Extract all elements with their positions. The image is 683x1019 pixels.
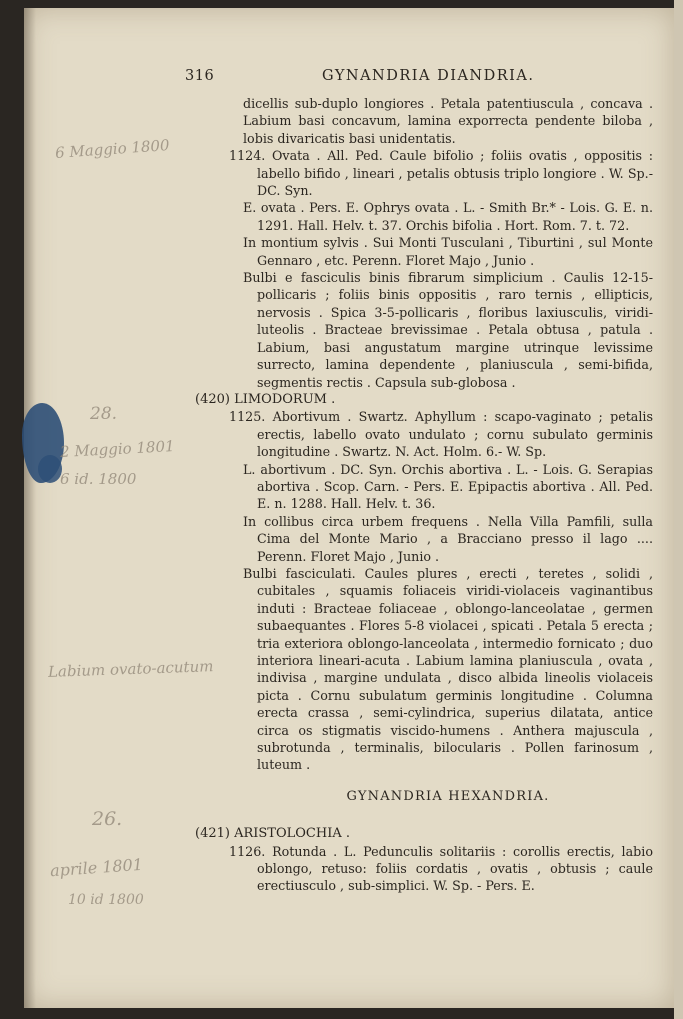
main-text: [195, 95, 653, 895]
genus-heading-aristolochia: (421) ARISTOLOCHIA .: [195, 826, 350, 842]
paragraph-continuation: dicellis sub-duplo longiores . Petala patentiuscula , concava . Labium basi concavum, lamina exporrecta pendente biloba , lobis divaricatis basi unidentatis.: [243, 96, 653, 146]
adjacent-page-edge: [674, 0, 683, 1019]
page-number: 316: [185, 68, 215, 84]
ink-blot-drip: [38, 455, 62, 483]
habitat-1124: In montium sylvis . Sui Monti Tusculani , Tiburtini , sul Monte Gennaro , etc. Perenn. Floret Majo , Junio .: [243, 235, 653, 268]
section-heading: GYNANDRIA HEXANDRIA.: [346, 788, 550, 804]
handwritten-note: Labium ovato-acutum: [47, 657, 214, 681]
species-entry-1125: 1125. Abortivum . Swartz. Aphyllum : scapo-vaginato ; petalis erectis, labello ovato undulato ; cornu subulato germinis longitudine . Swartz. N. Act. Holm. 6.- W. Sp.: [229, 409, 653, 460]
handwritten-note: 28.: [90, 404, 118, 424]
handwritten-note: 2 Maggio 1801: [59, 437, 175, 461]
description-1125: Bulbi fasciculati. Caules plures , erecti , teretes , solidi , cubitales , squamis foliaceis viridi-violaceis vaginantibus induti : Bracteae foliaceae , oblongo-lanceolatae , germen subaequantes . Flores 5-8 violacei , spicati . Petala 5 erecta ; tria exteriora oblongo-lanceolata , intermedio fornicato ; duo interiora lineari-acuta . Labium lamina planiuscula , ovata , indivisa , margine undulata , disco albida lineolis violaceis picta . Cornu subulatum germinis longitudine . Columna erecta crassa , semi-cylindrica, superius dilatata, antice circa os stigmatis viscido-humens . Anthera majuscula , subrotunda , terminalis, bilocularis . Pollen farinosum , luteum .: [243, 565, 653, 773]
handwritten-note: 6 Maggio 1800: [54, 136, 171, 162]
description-1124: Bulbi e fasciculis binis fibrarum simplicium . Caulis 12-15-pollicaris ; foliis binis oppositis , raro ternis , ellipticis, nervosis . Spica 3-5-pollicaris , floribus laxiusculis, viridi-luteolis . Bracteae brevissimae . Petala obtusa , patula . Labium, basi angustatum margine utrinque levissime surrecto, lamina dependente , planiuscula , semi-bifida, segmentis rectis . Capsula sub-globosa .: [243, 270, 653, 390]
synonyms-1124: E. ovata . Pers. E. Ophrys ovata . L. - Smith Br.* - Lois. G. E. n. 1291. Hall. Helv. t. 37. Orchis bifolia . Hort. Rom. 7. t. 72.: [243, 200, 653, 233]
handwritten-note: aprile 1801: [49, 854, 144, 881]
habitat-1125: In collibus circa urbem frequens . Nella Villa Pamfili, sulla Cima del Monte Mario , a Bracciano presso il lago .... Perenn. Floret Majo , Junio .: [243, 513, 653, 564]
synonyms-1125: L. abortivum . DC. Syn. Orchis abortiva . L. - Lois. G. Serapias abortiva . Scop. Carn. - Pers. E. Epipactis abortiva . All. Ped. E. n. 1288. Hall. Helv. t. 36.: [243, 461, 653, 512]
handwritten-note: 6 id. 1800: [60, 470, 137, 488]
page-title: GYNANDRIA DIANDRIA.: [322, 68, 535, 84]
handwritten-note: 26.: [92, 808, 123, 830]
genus-heading-limodorum: (420) LIMODORUM .: [195, 391, 336, 407]
species-entry-1126: 1126. Rotunda . L. Pedunculis solitariis : corollis erectis, labio oblongo, retuso: foliis cordatis , ovatis , obtusis ; caule erectiusculo , sub-simplici. W. Sp. - Pers. E.: [229, 843, 653, 894]
handwritten-note: 10 id 1800: [68, 892, 144, 908]
species-entry-1124: 1124. Ovata . All. Ped. Caule bifolio ; foliis ovatis , oppositis : labello bifido , lineari , petalis obtusis triplo longiore . W. Sp.-DC. Syn.: [229, 148, 653, 199]
